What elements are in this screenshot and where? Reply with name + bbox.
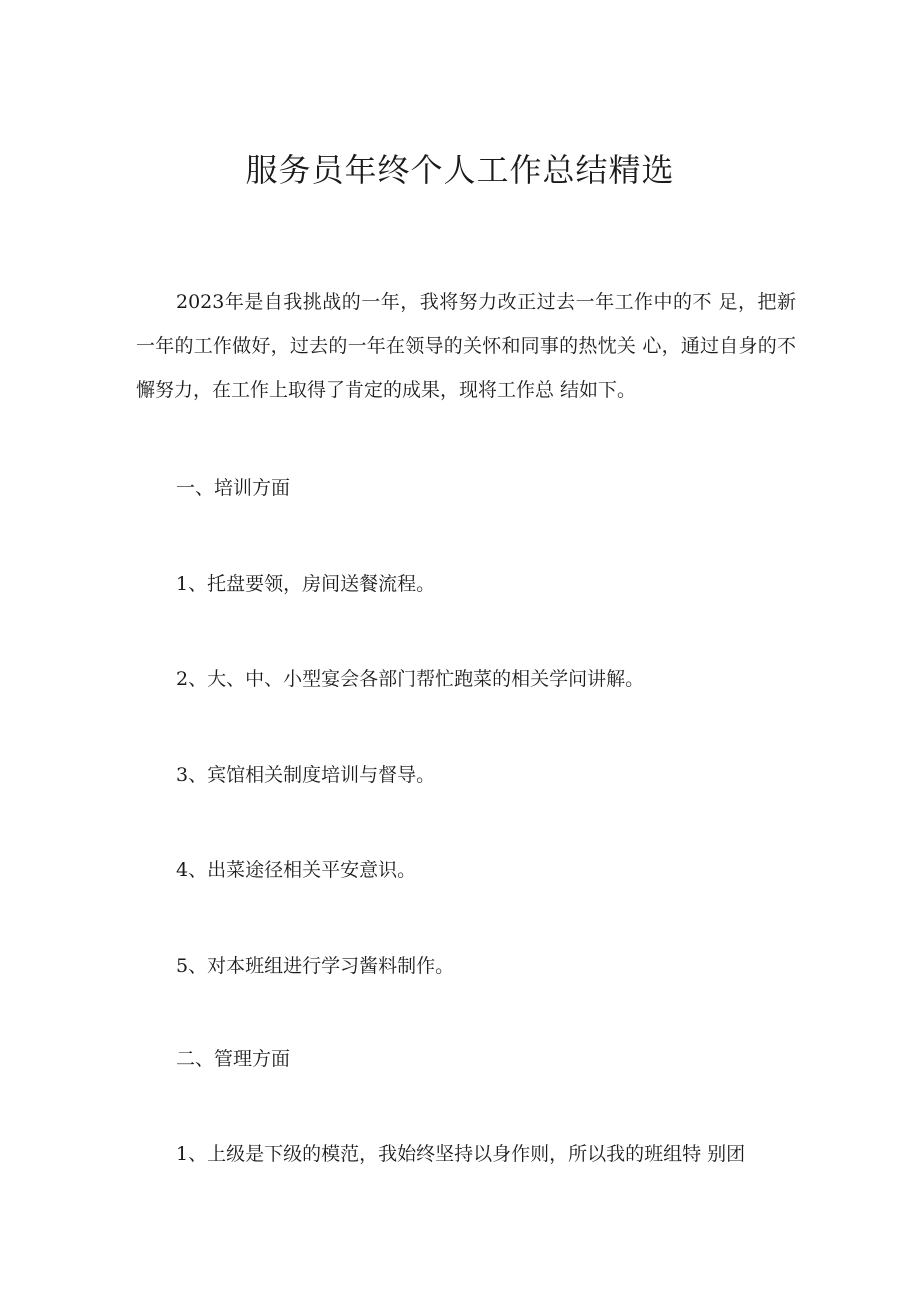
intro-paragraph: 2023年是自我挑战的一年，我将努力改正过去一年工作中的不 足，把新一年的工作做好，过去的一年在领导的关怀和同事的热忱关 心，通过自身的不懈努力，在工作上取得了肯定的成果，现将工作总 结如下。 [136,291,796,401]
training-item-3: 3、宾馆相关制度培训与督导。 [176,764,436,786]
section-heading-training: 一、培训方面 [176,477,291,499]
document-title: 服务员年终个人工作总结精选 [245,151,675,189]
training-item-1: 1、托盘要领，房间送餐流程。 [176,573,436,595]
training-item-4: 4、出菜途径相关平安意识。 [176,859,417,881]
management-item-1: 1、上级是下级的模范，我始终坚持以身作则，所以我的班组特 别团 [176,1143,746,1165]
section-heading-management: 二、管理方面 [176,1048,291,1070]
training-item-5: 5、对本班组进行学习酱料制作。 [176,955,455,977]
training-item-2: 2、大、中、小型宴会各部门帮忙跑菜的相关学问讲解。 [176,668,645,690]
